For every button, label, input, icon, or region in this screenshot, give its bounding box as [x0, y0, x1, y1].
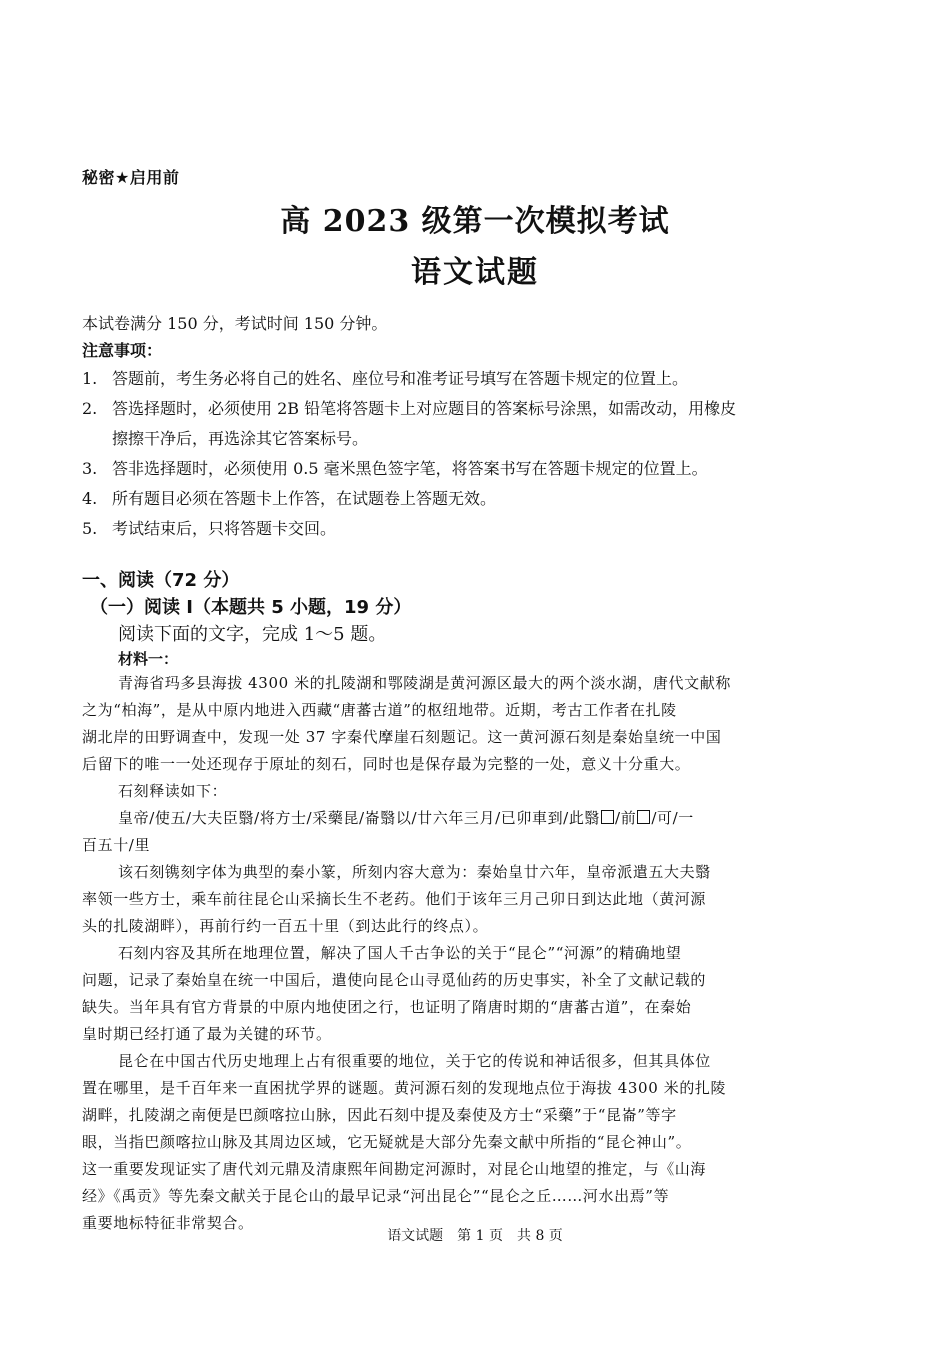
note-number: 5. [82, 519, 98, 538]
passage-line: 昆仑在中国古代历史地理上占有很重要的地位，关于它的传说和神话很多，但其具体位 [118, 1052, 711, 1070]
note-line: 3. 答非选择题时，必须使用 0.5 毫米黑色签字笔，将答案书写在答题卡规定的位置上。 [82, 454, 822, 484]
passage-line: 后留下的唯一一处还现存于原址的刻石，同时也是保存最为完整的一处，意义十分重大。 [82, 755, 691, 773]
passage-line: 率领一些方士，乘车前往昆仑山采摘长生不老药。他们于该年三月己卯日到达此地（黄河源 [82, 890, 707, 908]
note-item [82, 514, 822, 544]
note-line: 5. 考试结束后，只将答题卡交回。 [82, 514, 822, 544]
passage-line: 缺失。当年具有官方背景的中原内地使团之行，也证明了隋唐时期的“唐蕃古道”，在秦始 [82, 998, 692, 1016]
exam-info: 本试卷满分 150 分，考试时间 150 分钟。 [82, 314, 388, 333]
reading-passage [82, 670, 822, 1237]
exam-title: 高 2023 级第一次模拟考试 [280, 204, 670, 239]
notes-heading: 注意事项： [82, 341, 163, 360]
passage-line: 湖畔，扎陵湖之南便是巴颜喀拉山脉，因此石刻中提及秦使及方士“采藥”于“昆崙”等字 [82, 1106, 677, 1124]
passage-line: 重要地标特征非常契合。 [82, 1214, 254, 1232]
section-title: 一、阅读（72 分） [82, 570, 240, 591]
note-line: 4. 所有题目必须在答题卡上作答，在试题卷上答题无效。 [82, 484, 822, 514]
passage-line: 皇帝/使五/大夫臣翳/将方士/采藥昆/崙翳以/廿六年三月/已卯車到/此翳 /前 /可/一 [118, 809, 694, 827]
subsection-title: （一）阅读 I（本题共 5 小题，19 分） [90, 597, 412, 618]
missing-character-box [637, 810, 650, 824]
notes-list [82, 364, 822, 544]
note-item [82, 394, 822, 454]
passage-line: 头的扎陵湖畔），再前行约一百五十里（到达此行的终点）。 [82, 917, 489, 935]
subject-title: 语文试题 [411, 255, 539, 290]
note-line: 2. 答选择题时，必须使用 2B 铅笔将答题卡上对应题目的答案标号涂黑，如需改动，用橡皮 [82, 394, 822, 424]
passage-line: 这一重要发现证实了唐代刘元鼎及清康熙年间勘定河源时，对昆仑山地望的推定，与《山海 [82, 1160, 707, 1178]
note-item [82, 484, 822, 514]
passage-line: 之为“柏海”，是从中原内地进入西藏“唐蕃古道”的枢纽地带。近期，考古工作者在扎陵 [82, 701, 677, 719]
passage-line: 经》《禹贡》等先秦文献关于昆仑山的最早记录“河出昆仑”“昆仑之丘……河水出焉”等 [82, 1187, 670, 1205]
material-label: 材料一： [118, 650, 179, 668]
passage-line: 青海省玛多县海拔 4300 米的扎陵湖和鄂陵湖是黄河源区最大的两个淡水湖，唐代文献称 [118, 674, 731, 692]
passage-line: 置在哪里，是千百年来一直困扰学界的谜题。黄河源石刻的发现地点位于海拔 4300 米的扎陵 [82, 1079, 727, 1097]
note-line: 擦擦干净后，再选涂其它答案标号。 [112, 429, 369, 448]
passage-line: 问题，记录了秦始皇在统一中国后，遣使向昆仑山寻觅仙药的历史事实，补全了文献记载的 [82, 971, 707, 989]
page-footer: 语文试题 第 1 页 共 8 页 [387, 1228, 563, 1244]
passage-line: 皇时期已经打通了最为关键的环节。 [82, 1025, 332, 1043]
passage-line: 湖北岸的田野调查中，发现一处 37 字秦代摩崖石刻题记。这一黄河源石刻是秦始皇统一中国 [82, 728, 722, 746]
note-item [82, 364, 822, 394]
note-number: 1. [82, 369, 98, 388]
passage-line: 石刻释读如下： [118, 782, 228, 800]
reading-instruction: 阅读下面的文字，完成 1～5 题。 [118, 624, 387, 645]
passage-line: 该石刻镌刻字体为典型的秦小篆，所刻内容大意为：秦始皇廿六年，皇帝派遣五大夫翳 [118, 863, 711, 881]
missing-character-box [601, 810, 614, 824]
note-number: 3. [82, 459, 98, 478]
note-item [82, 454, 822, 484]
passage-line: 百五十/里 [82, 836, 151, 854]
passage-line: 石刻内容及其所在地理位置，解决了国人千古争讼的关于“昆仑”“河源”的精确地望 [118, 944, 682, 962]
note-number: 2. [82, 399, 98, 418]
confidential-mark: 秘密★启用前 [82, 168, 180, 187]
passage-line: 眼，当指巴颜喀拉山脉及其周边区域，它无疑就是大部分先秦文献中所指的“昆仑神山”。 [82, 1133, 692, 1151]
note-number: 4. [82, 489, 98, 508]
note-line: 1. 答题前，考生务必将自己的姓名、座位号和准考证号填写在答题卡规定的位置上。 [82, 364, 822, 394]
